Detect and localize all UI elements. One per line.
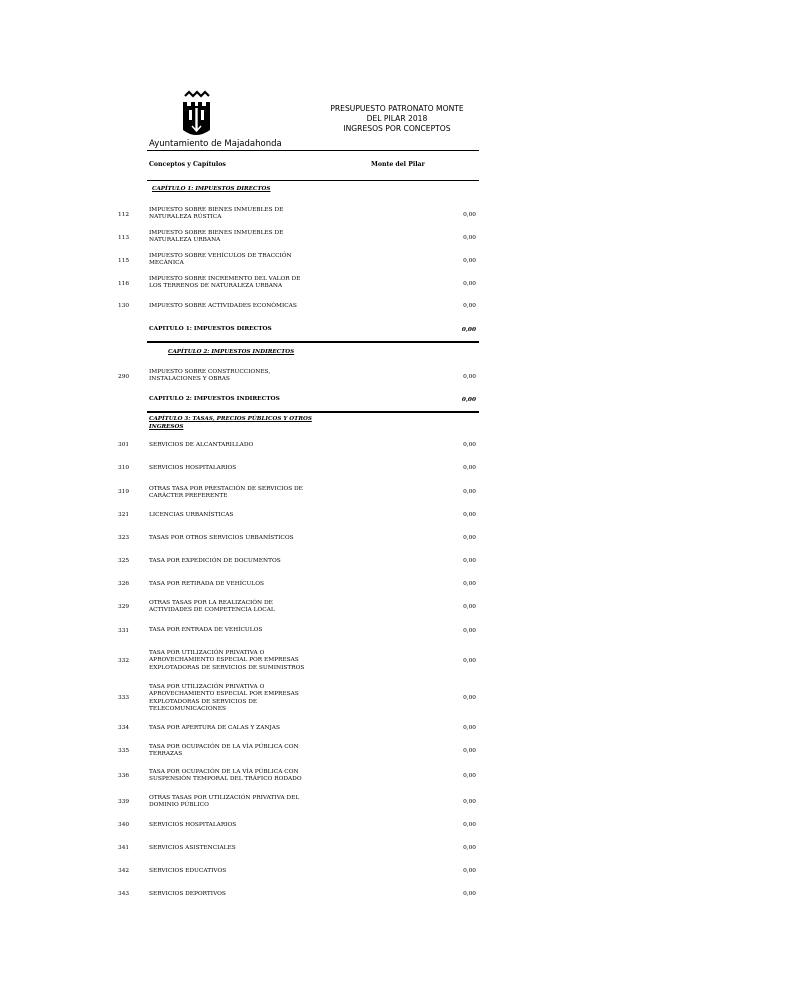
row-concept	[149, 845, 324, 852]
chapter-total-amount: 0,00	[461, 327, 476, 333]
chapter-total-label: CAPITULO 2: IMPUESTOS INDIRECTOS	[149, 396, 280, 402]
document-title	[316, 104, 478, 134]
row-concept	[149, 650, 324, 672]
concept-line: LOS TERRENOS DE NATURALEZA URBANA	[149, 283, 283, 290]
row-code: 113	[118, 235, 130, 241]
row-amount: 0,00	[463, 558, 476, 564]
title-line: PRESUPUESTO PATRONATO MONTE	[330, 104, 464, 113]
row-concept	[149, 253, 324, 268]
row-amount: 0,00	[463, 773, 476, 779]
concept-line: IMPUESTO SOBRE BIENES INMUEBLES DE	[149, 207, 284, 213]
row-concept	[149, 558, 324, 565]
concept-line: NATURALEZA URBANA	[149, 237, 221, 244]
concept-line: IMPUESTO SOBRE INCREMENTO DEL VALOR DE	[149, 276, 301, 282]
concept-line: TASA POR UTILIZACIÓN PRIVATIVA O	[149, 650, 265, 656]
row-amount: 0,00	[463, 604, 476, 610]
row-amount: 0,00	[463, 581, 476, 587]
concept-line: SERVICIOS ASISTENCIALES	[149, 845, 236, 851]
row-concept	[149, 276, 324, 291]
row-amount: 0,00	[463, 891, 476, 897]
concept-line: INSTALACIONES Y OBRAS	[149, 376, 230, 383]
concept-line: OTRAS TASAS POR UTILIZACIÓN PRIVATIVA DEL	[149, 795, 300, 801]
title-line: INGRESOS POR CONCEPTOS	[343, 124, 451, 133]
chapter-total-amount: 0,00	[461, 397, 476, 403]
row-amount: 0,00	[463, 465, 476, 471]
column-header-concept: Conceptos y Capítulos	[149, 161, 226, 168]
row-code: 331	[118, 628, 130, 634]
concept-line: SERVICIOS HOSPITALARIOS	[149, 822, 237, 828]
concept-line: TASA POR OCUPACIÓN DE LA VÍA PÚBLICA CON	[149, 744, 299, 750]
concept-line: TASA POR APERTURA DE CALAS Y ZANJAS	[149, 725, 280, 731]
concept-line: DOMINIO PÚBLICO	[149, 802, 209, 809]
title-line: DEL PILAR 2018	[366, 114, 428, 123]
row-code: 334	[118, 725, 130, 731]
row-code: 340	[118, 822, 130, 828]
row-amount: 0,00	[463, 489, 476, 495]
row-concept	[149, 891, 324, 898]
row-amount: 0,00	[463, 235, 476, 241]
concept-line: OTRAS TASA POR PRESTACIÓN DE SERVICIOS DE	[149, 486, 303, 492]
row-amount: 0,00	[463, 512, 476, 518]
row-amount: 0,00	[463, 658, 476, 664]
row-code: 301	[118, 442, 130, 448]
row-amount: 0,00	[463, 799, 476, 805]
chapter-total-rule	[147, 341, 479, 343]
chapter-total-rule	[147, 411, 479, 413]
concept-line: LICENCIAS URBANÍSTICAS	[149, 512, 234, 518]
row-concept	[149, 795, 324, 810]
concept-line: TASA POR RETIRADA DE VEHÍCULOS	[149, 581, 264, 587]
row-concept	[149, 303, 324, 310]
row-concept	[149, 868, 324, 875]
concept-line: IMPUESTO SOBRE CONSTRUCCIONES,	[149, 369, 271, 375]
row-code: 333	[118, 695, 130, 701]
row-concept	[149, 600, 324, 615]
row-code: 336	[118, 773, 130, 779]
row-amount: 0,00	[463, 303, 476, 309]
row-code: 310	[118, 465, 130, 471]
row-concept	[149, 465, 324, 472]
concept-line: TELECOMUNICACIONES	[149, 705, 226, 712]
row-concept	[149, 486, 324, 501]
row-concept	[149, 627, 324, 634]
concept-line: TASA POR EXPEDICIÓN DE DOCUMENTOS	[149, 558, 281, 564]
row-code: 325	[118, 558, 130, 564]
row-concept	[149, 684, 324, 713]
row-code: 342	[118, 868, 130, 874]
row-code: 323	[118, 535, 130, 541]
concept-line: TERRAZAS	[149, 751, 183, 758]
row-concept	[149, 822, 324, 829]
row-concept	[149, 725, 324, 732]
row-code: 339	[118, 799, 130, 805]
concept-line: TASA POR ENTRADA DE VEHÍCULOS	[149, 627, 263, 633]
concept-line: SERVICIOS EDUCATIVOS	[149, 868, 227, 874]
row-code: 329	[118, 604, 130, 610]
concept-line: SUSPENSIÓN TEMPORAL DEL TRÁFICO RODADO	[149, 776, 302, 783]
row-code: 290	[118, 374, 130, 380]
chapter-heading	[149, 416, 312, 431]
concept-line: IMPUESTO SOBRE VEHÍCULOS DE TRACCIÓN	[149, 253, 292, 259]
row-amount: 0,00	[463, 725, 476, 731]
concept-line: TASAS POR OTROS SERVICIOS URBANÍSTICOS	[149, 535, 294, 541]
chapter-heading-line: CAPÍTULO 1: IMPUESTOS DIRECTOS	[152, 186, 271, 192]
row-code: 321	[118, 512, 130, 518]
row-amount: 0,00	[463, 845, 476, 851]
concept-line: OTRAS TASAS POR LA REALIZACIÓN DE	[149, 600, 273, 606]
row-code: 341	[118, 845, 130, 851]
row-code: 343	[118, 891, 130, 897]
concept-line: TASA POR UTILIZACIÓN PRIVATIVA O	[149, 684, 265, 690]
row-concept	[149, 207, 324, 222]
row-amount: 0,00	[463, 628, 476, 634]
row-code: 335	[118, 748, 130, 754]
concept-line: EXPLOTADORAS DE SERVICIOS DE SUMINISTROS	[149, 664, 305, 671]
row-code: 319	[118, 489, 130, 495]
row-concept	[149, 369, 324, 384]
row-code: 112	[118, 212, 130, 218]
row-amount: 0,00	[463, 442, 476, 448]
row-code: 326	[118, 581, 130, 587]
row-concept	[149, 581, 324, 588]
row-amount: 0,00	[463, 258, 476, 264]
chapter-heading-line: CAPÍTULO 2: IMPUESTOS INDIRECTOS	[168, 349, 295, 355]
row-amount: 0,00	[463, 868, 476, 874]
row-concept	[149, 512, 324, 519]
row-code: 332	[118, 658, 130, 664]
row-amount: 0,00	[463, 212, 476, 218]
concept-line: SERVICIOS DEPORTIVOS	[149, 891, 226, 897]
row-concept	[149, 744, 324, 759]
row-concept	[149, 769, 324, 784]
row-amount: 0,00	[463, 822, 476, 828]
row-amount: 0,00	[463, 535, 476, 541]
concept-line: CARÁCTER PREFERENTE	[149, 493, 228, 500]
row-amount: 0,00	[463, 748, 476, 754]
row-amount: 0,00	[463, 374, 476, 380]
concept-line: NATURALEZA RÚSTICA	[149, 214, 222, 221]
concept-line: SERVICIOS DE ALCANTARILLADO	[149, 442, 254, 448]
header-bottom-rule	[147, 180, 479, 181]
concept-line: APROVECHAMIENTO ESPECIAL POR EMPRESAS	[149, 691, 299, 698]
concept-line: MECÁNICA	[149, 260, 184, 267]
row-code: 130	[118, 303, 130, 309]
concept-line: ACTIVIDADES DE COMPETENCIA LOCAL	[149, 607, 275, 614]
row-code: 116	[118, 281, 130, 287]
chapter-heading-line: CAPÍTULO 3: TASAS, PRECIOS PÚBLICOS Y OTROS	[149, 416, 312, 422]
organization-name: Ayuntamiento de Majadahonda	[149, 139, 282, 149]
majadahonda-logo-icon	[180, 90, 213, 138]
row-amount: 0,00	[463, 281, 476, 287]
row-concept	[149, 230, 324, 245]
concept-line: SERVICIOS HOSPITALARIOS	[149, 465, 237, 471]
row-concept	[149, 442, 324, 449]
chapter-total-label: CAPITULO 1: IMPUESTOS DIRECTOS	[149, 326, 272, 332]
concept-line: IMPUESTO SOBRE ACTIVIDADES ECONÓMICAS	[149, 303, 297, 309]
column-header-amount: Monte del Pilar	[371, 161, 425, 168]
concept-line: EXPLOTADORAS DE SERVICIOS DE	[149, 698, 258, 705]
header-rule	[147, 150, 479, 151]
concept-line: TASA POR OCUPACIÓN DE LA VÍA PÚBLICA CON	[149, 769, 299, 775]
concept-line: APROVECHAMIENTO ESPECIAL POR EMPRESAS	[149, 657, 299, 664]
chapter-heading	[168, 349, 294, 357]
row-amount: 0,00	[463, 695, 476, 701]
row-code: 115	[118, 258, 130, 264]
concept-line: IMPUESTO SOBRE BIENES INMUEBLES DE	[149, 230, 284, 236]
chapter-heading	[152, 186, 270, 194]
row-concept	[149, 535, 324, 542]
chapter-heading-line: INGRESOS	[149, 423, 184, 430]
